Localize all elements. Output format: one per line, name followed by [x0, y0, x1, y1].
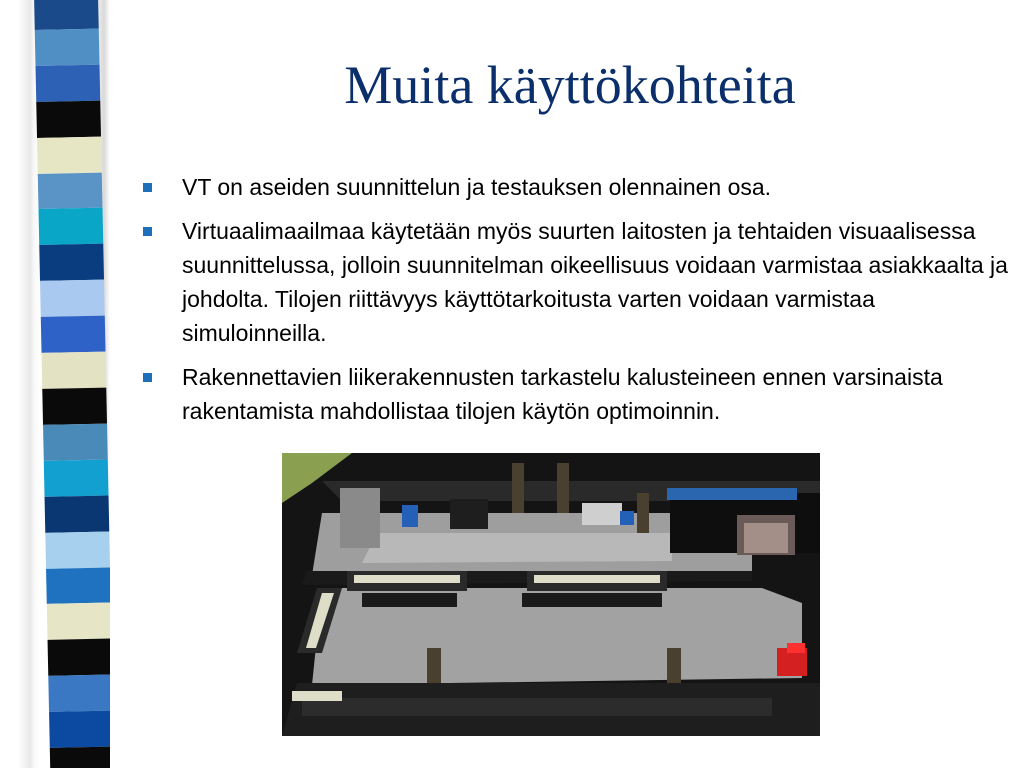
stripe-segment [46, 567, 110, 604]
stripe-segment [38, 172, 103, 209]
bullet-text: Rakennettavien liikerakennusten tarkastelu kalusteineen ennen varsinaista rakentamista mahdollistaa tilojen käytön optimoinnin. [182, 364, 943, 424]
stripe-segment [43, 423, 108, 460]
stripe-segment [40, 280, 105, 317]
stripe-segment [34, 0, 99, 30]
bullet-list [140, 170, 1010, 438]
stripe-segment [36, 64, 101, 101]
square-bullet-icon [143, 373, 152, 382]
bullet-text: VT on aseiden suunnittelun ja testauksen olennainen osa. [182, 174, 772, 200]
decorative-stripe-band [0, 0, 110, 768]
stripe-segment [35, 29, 100, 66]
square-bullet-icon [143, 183, 152, 192]
stripe-segment [44, 459, 109, 496]
stripe-segment [45, 495, 110, 532]
stripe-segment [39, 244, 104, 281]
stripe-segment [42, 388, 107, 425]
stripe-segment [39, 208, 104, 245]
floorplan-image [282, 453, 820, 736]
stripe-segment [48, 639, 110, 676]
stripe-segment [49, 711, 110, 748]
stripe-segment [47, 603, 110, 640]
stripe-segment [48, 675, 110, 712]
stripe-segment [41, 316, 106, 353]
square-bullet-icon [143, 227, 152, 236]
stripe-segment [37, 136, 102, 173]
bullet-item [140, 360, 1010, 428]
bullet-text: Virtuaalimaailmaa käytetään myös suurten laitosten ja tehtaiden visuaalisessa suunnittelussa, jolloin suunnitelman oikeellisuus voidaan varmistaa asiakkaalta ja johdolta. Tilojen riittävyys käyttötarkoitusta varten voidaan varmistaa simuloinneilla. [182, 218, 1008, 346]
bullet-item [140, 170, 1010, 204]
bullet-item [140, 214, 1010, 350]
stripe-segment [50, 747, 110, 768]
stripe-segment [36, 100, 101, 137]
stripe-segment [45, 531, 110, 568]
slide-title: Muita käyttökohteita [344, 55, 796, 115]
stripe-segment [42, 352, 107, 389]
